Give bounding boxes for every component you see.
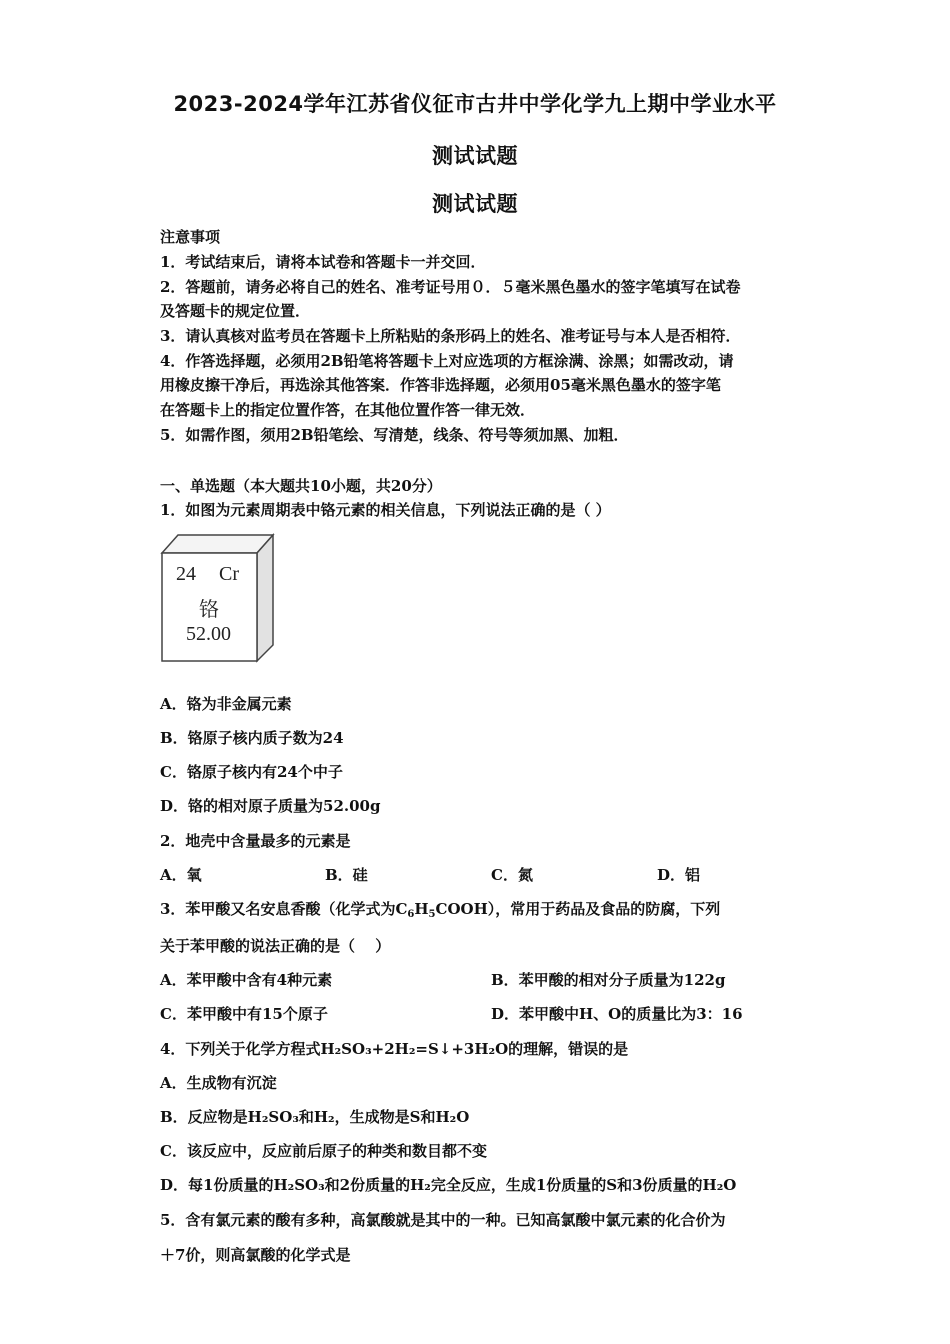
q1-option-a: A．铬为非金属元素 bbox=[160, 695, 292, 713]
q2-option-b: B．硅 bbox=[325, 866, 368, 884]
notice-item: 用橡皮擦干净后，再选涂其他答案．作答非选择题，必须用05毫米黑色墨水的签字笔 bbox=[160, 376, 721, 394]
notice-item: 2．答题前，请务必将自己的姓名、准考证号用０．５毫米黑色墨水的签字笔填写在试卷 bbox=[160, 278, 741, 296]
q3-sub-6: 6 bbox=[407, 909, 415, 920]
q3-option-d: D．苯甲酸中H、O的质量比为3：16 bbox=[491, 1005, 743, 1023]
q2-option-d: D．铝 bbox=[657, 866, 701, 884]
q2-stem: 2．地壳中含量最多的元素是 bbox=[160, 832, 351, 850]
q3-option-a: A．苯甲酸中含有4种元素 bbox=[160, 971, 333, 989]
section-heading: 一、单选题（本大题共10小题，共20分） bbox=[160, 477, 442, 495]
notice-item: 及答题卡的规定位置． bbox=[160, 302, 311, 320]
q4-option-d: D．每1份质量的H₂SO₃和2份质量的H₂完全反应，生成1份质量的S和3份质量的H₂O bbox=[160, 1176, 737, 1194]
q5-stem: 5．含有氯元素的酸有多种，高氯酸就是其中的一种。已知高氯酸中氯元素的化合价为 bbox=[160, 1211, 726, 1229]
notice-item: 在答题卡上的指定位置作答，在其他位置作答一律无效． bbox=[160, 401, 536, 419]
q1-stem: 1．如图为元素周期表中铬元素的相关信息，下列说法正确的是（ ） bbox=[160, 501, 611, 519]
title-line-2: 测试试题 bbox=[432, 144, 518, 168]
q3-option-c: C．苯甲酸中有15个原子 bbox=[160, 1005, 328, 1023]
q3-stem bbox=[160, 899, 800, 925]
q3-stem-line-2: 关于苯甲酸的说法正确的是（ ） bbox=[160, 937, 391, 955]
q3-option-b: B．苯甲酸的相对分子质量为122g bbox=[491, 971, 726, 989]
q1-option-b: B．铬原子核内质子数为24 bbox=[160, 729, 344, 747]
q3-stem-post: COOH），常用于药品及食品的防腐，下列 bbox=[435, 900, 721, 918]
element-name: 铬 bbox=[199, 597, 219, 621]
notice-item: 5．如需作图，须用2B铅笔绘、写清楚，线条、符号等须加黑、加粗． bbox=[160, 426, 629, 444]
q4-option-c: C．该反应中，反应前后原子的种类和数目都不变 bbox=[160, 1142, 487, 1160]
notice-item: 4．作答选择题，必须用2B铅笔将答题卡上对应选项的方框涂满、涂黑；如需改动，请 bbox=[160, 352, 734, 370]
title-line-3: 测试试题 bbox=[432, 192, 518, 216]
element-symbol: Cr bbox=[219, 563, 239, 585]
title-line-1: 2023-2024学年江苏省仪征市古井中学化学九上期中学业水平 bbox=[173, 92, 777, 116]
q1-option-d: D．铬的相对原子质量为52.00g bbox=[160, 797, 381, 815]
element-number: 24 bbox=[176, 563, 196, 585]
notice-heading: 注意事项 bbox=[160, 228, 221, 246]
notice-item: 1．考试结束后，请将本试卷和答题卡一并交回． bbox=[160, 253, 486, 271]
q3-stem-pre: 3．苯甲酸又名安息香酸（化学式为C bbox=[160, 900, 408, 918]
q2-option-c: C．氮 bbox=[491, 866, 533, 884]
chromium-element-card bbox=[160, 533, 275, 663]
q3-sub-5: 5 bbox=[428, 909, 436, 920]
element-mass: 52.00 bbox=[186, 623, 231, 645]
q3-stem-mid: H bbox=[414, 900, 429, 918]
q5-stem-line-2: ＋7价，则高氯酸的化学式是 bbox=[160, 1246, 351, 1264]
q4-option-a: A．生成物有沉淀 bbox=[160, 1074, 277, 1092]
q2-option-a: A．氧 bbox=[160, 866, 202, 884]
q4-option-b: B．反应物是H₂SO₃和H₂，生成物是S和H₂O bbox=[160, 1108, 470, 1126]
q4-stem: 4．下列关于化学方程式H₂SO₃+2H₂=S↓+3H₂O的理解，错误的是 bbox=[160, 1040, 629, 1058]
notice-item: 3．请认真核对监考员在答题卡上所粘贴的条形码上的姓名、准考证号与本人是否相符． bbox=[160, 327, 741, 345]
q1-option-c: C．铬原子核内有24个中子 bbox=[160, 763, 343, 781]
